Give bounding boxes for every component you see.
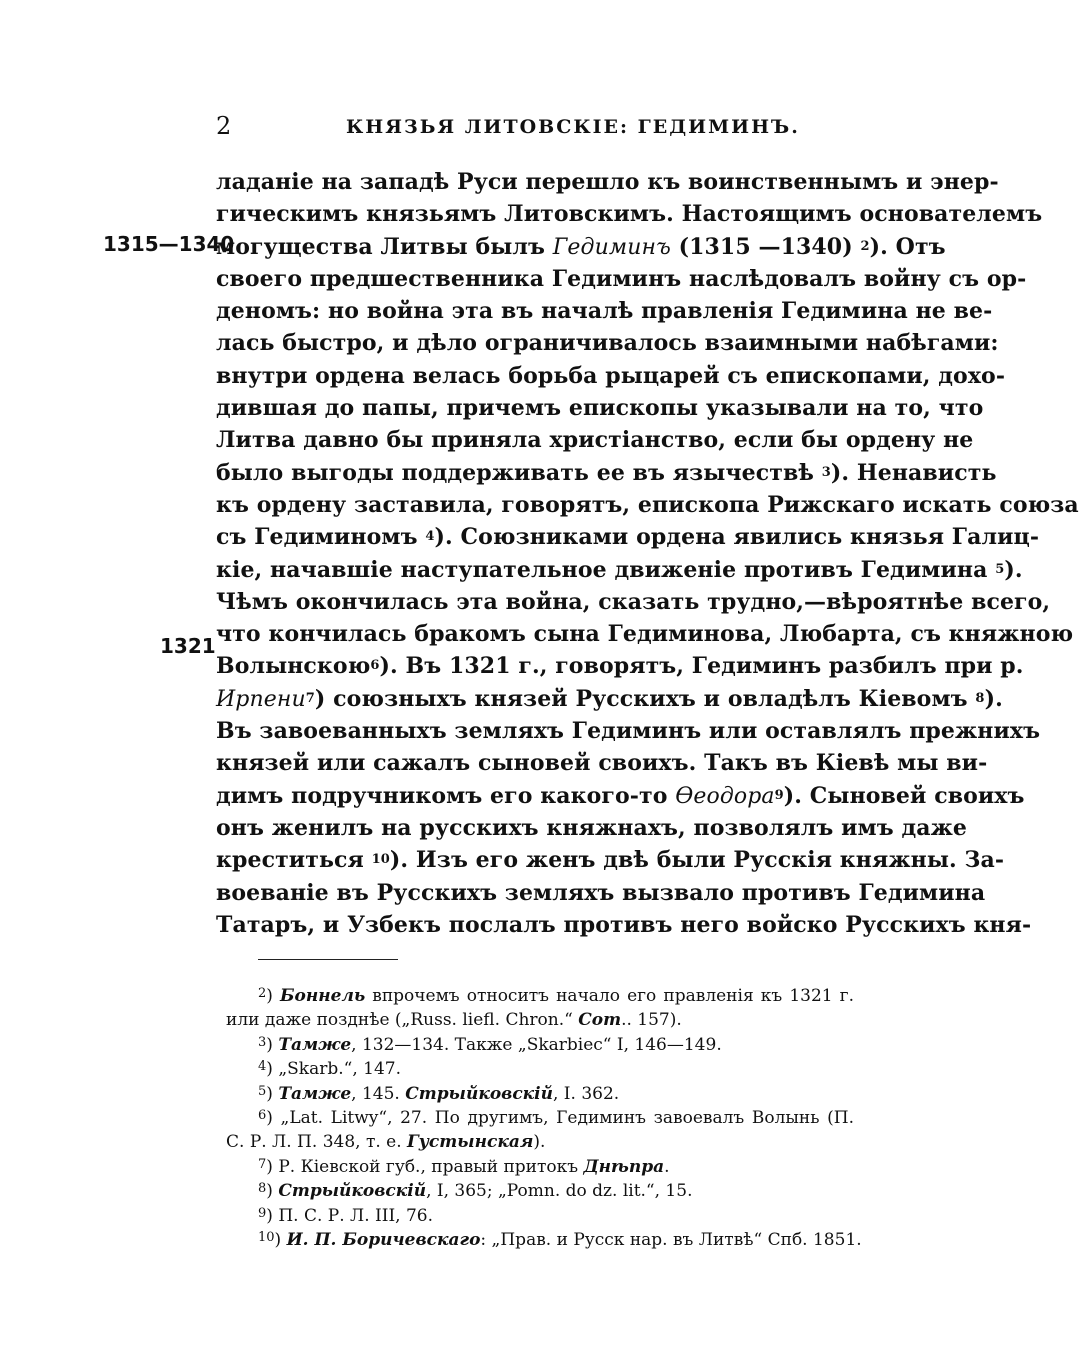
- footnote-continuation: или даже позднѣе („Russ. liefl. Chron.“ Com.. 157).: [226, 1010, 682, 1031]
- footnote-ref: 2: [860, 238, 870, 254]
- footnote: $^6$) „Lat. Litwy“, 27. По другимъ, Гедиминъ завоевалъ Волынь (П.: [258, 1107, 854, 1128]
- text-line: съ Гедиминомъ $^4$). Союзниками ордена явились князья Галиц-: [216, 524, 1040, 551]
- emphasized-name: Ѳеодора: [675, 783, 775, 809]
- page-number: 2: [216, 112, 232, 140]
- footnote-ref: 5: [995, 561, 1005, 577]
- footnote-ref: 10: [371, 852, 390, 868]
- footnote: $^2$) Боннель впрочемъ относитъ начало его правленія къ 1321 г.: [258, 986, 854, 1006]
- text-line: креститься $^{10}$). Изъ его женъ двѣ были Русскія княжны. За-: [216, 847, 1005, 874]
- text-line: Въ завоеванныхъ земляхъ Гедиминъ или оставлялъ прежнихъ: [216, 718, 1041, 745]
- text-line: Татаръ, и Узбекъ послалъ противъ него войско Русскихъ кня-: [216, 911, 1032, 938]
- footnote: $^7$) Р. Кіевской губ., правый притокъ Днѣпра.: [258, 1156, 670, 1177]
- footnote: $^{10}$) И. П. Боричевскаго: „Прав. и Русск нар. въ Литвѣ“ Спб. 1851.: [258, 1229, 862, 1250]
- footnote-continuation: С. Р. Л. П. 348, т. е. Густынская).: [226, 1132, 546, 1153]
- emphasized-name: Гедиминъ: [552, 234, 671, 260]
- text-line: Волынскою$^6$). Въ 1321 г., говорятъ, Гедиминъ разбилъ при р.: [216, 653, 1024, 680]
- text-line: могущества Литвы былъ Гедиминъ (1315 —1340) $^2$). Отъ: [216, 233, 946, 260]
- margin-note-year: 1321: [160, 634, 216, 658]
- running-title: КНЯЗЬЯ ЛИТОВСКІЕ: ГЕДИМИНЪ.: [346, 116, 800, 138]
- text-line: Ирпени$^7$) союзныхъ князей Русскихъ и овладѣлъ Кіевомъ $^8$).: [216, 685, 1003, 712]
- main-text: [216, 166, 1079, 941]
- text-line: дившая до папы, причемъ епископы указывали на то, что: [216, 395, 984, 422]
- footnote-ref: 4: [425, 529, 435, 545]
- footnote: $^8$) Стрыйковскій, I, 365; „Pomn. do dz. lit.“, 15.: [258, 1181, 693, 1202]
- footnotes: [226, 984, 862, 1252]
- text-line: ладаніе на западѣ Руси перешло къ воинственнымъ и энер-: [216, 169, 999, 195]
- text-line: кіе, начавшіе наступательное движеніе противъ Гедимина $^5$).: [216, 556, 1023, 583]
- text-line: къ ордену заставила, говорятъ, епископа Рижскаго искать союза: [216, 491, 1079, 518]
- text-line: Литва давно бы приняла христіанство, если бы ордену не: [216, 427, 974, 454]
- footnote-ref: 3: [821, 464, 831, 480]
- footnote-ref: 9: [774, 787, 784, 803]
- text-line: внутри ордена велась борьба рыцарей съ епископами, дохо-: [216, 362, 1006, 389]
- footnote-ref: 6: [370, 658, 380, 674]
- text-line: гическимъ князьямъ Литовскимъ. Настоящимъ основателемъ: [216, 201, 1043, 228]
- footnote-ref: 7: [305, 690, 315, 706]
- page-header: [216, 112, 856, 142]
- text-line: князей или сажалъ сыновей своихъ. Такъ въ Кіевѣ мы ви-: [216, 750, 988, 777]
- footnote: $^3$) Тамже, 132—134. Также „Skarbiec“ I, 146—149.: [258, 1034, 722, 1055]
- text-line: воеваніе въ Русскихъ земляхъ вызвало противъ Гедимина: [216, 879, 986, 906]
- text-line: онъ женилъ на русскихъ княжнахъ, позволялъ имъ даже: [216, 814, 968, 841]
- text-line: своего предшественника Гедиминъ наслѣдовалъ войну съ ор-: [216, 265, 1027, 292]
- footnote: $^5$) Тамже, 145. Стрыйковскій, I. 362.: [258, 1083, 620, 1104]
- margin-note-years: 1315—1340: [103, 232, 235, 256]
- footnote: $^9$) П. С. Р. Л. III, 76.: [258, 1205, 434, 1226]
- emphasized-name: Ирпени: [216, 686, 306, 712]
- footnote: $^4$) „Skarb.“, 147.: [258, 1059, 401, 1080]
- footnote-ref: 8: [975, 690, 985, 706]
- text-line: димъ подручникомъ его какого-то Ѳеодора$^9$). Сыновей своихъ: [216, 782, 1025, 809]
- text-line: деномъ: но война эта въ началѣ правленія Гедимина не ве-: [216, 298, 993, 325]
- text-line: лась быстро, и дѣло ограничивалось взаимными набѣгами:: [216, 330, 999, 357]
- text-line: было выгоды поддерживать ее въ язычествѣ $^3$). Ненависть: [216, 459, 997, 486]
- text-line: что кончилась бракомъ сына Гедиминова, Любарта, съ княжною: [216, 621, 1074, 648]
- text-line: Чѣмъ окончилась эта война, сказать трудно,—вѣроятнѣе всего,: [216, 588, 1051, 615]
- footnote-divider: [258, 959, 398, 960]
